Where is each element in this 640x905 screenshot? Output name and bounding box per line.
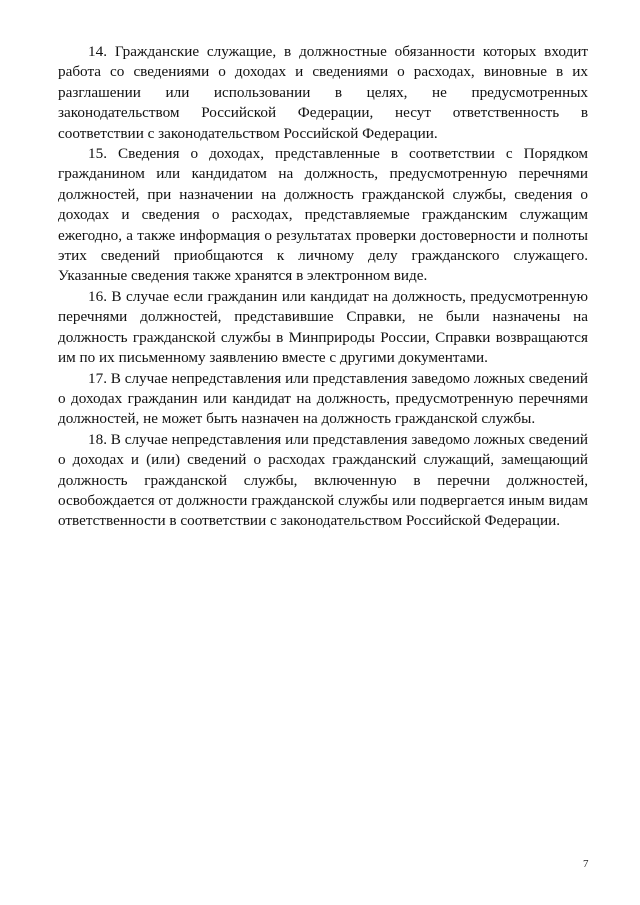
document-body — [58, 42, 588, 532]
paragraph-17: 17. В случае непредставления или представления заведомо ложных сведений о доходах гражданин или кандидат на должность, предусмотренную перечнями должностей, не может быть назначен на должность гражданской службы. — [58, 369, 588, 428]
page-number: 7 — [583, 858, 589, 870]
paragraph-14: 14. Гражданские служащие, в должностные обязанности которых входит работа со сведениями о доходах и сведениями о расходах, виновные в их разглашении или использовании в целях, не предусмотренных законодательством Российской Федерации, несут ответственность в соответствии с законодательством Российской Федерации. — [58, 43, 588, 142]
paragraph-16: 16. В случае если гражданин или кандидат на должность, предусмотренную перечнями должностей, представившие Справки, не были назначены на должность гражданской службы в Минприроды России, Справки возвращаются им по их письменному заявлению вместе с другими документами. — [58, 287, 588, 367]
paragraph-15: 15. Сведения о доходах, представленные в соответствии с Порядком гражданином или кандидатом на должность, предусмотренную перечнями должностей, при назначении на должность гражданской службы, сведения о доходах и сведения о расходах, представляемые гражданским служащим ежегодно, а также информация о результатах проверки достоверности и полноты этих сведений приобщаются к личному делу гражданского служащего. Указанные сведения также хранятся в электронном виде. — [58, 145, 588, 285]
paragraph-18: 18. В случае непредставления или представления заведомо ложных сведений о доходах и (или) сведений о расходах гражданский служащий, замещающий должность гражданской службы, включенную в перечни должностей, освобождается от должности гражданской службы или подвергается иным видам ответственности в соответствии с законодательством Российской Федерации. — [58, 430, 588, 530]
